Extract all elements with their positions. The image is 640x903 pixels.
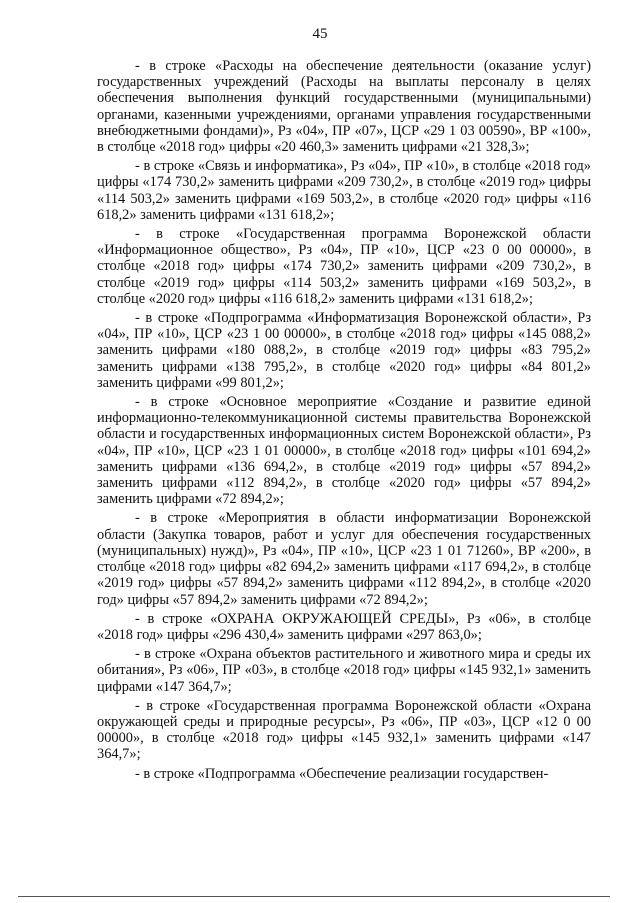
amendment-paragraph: - в строке «Связь и информатика», Рз «04», ПР «10», в столбце «2018 год» цифры «174 730,2» заменить цифрами «209 730,2», в столбце «2019 год» цифры «114 503,2» заменить цифрами «169 503,2», в столбце «2020 год» цифры «116 618,2» заменить цифрами «131 618,2»; bbox=[97, 158, 591, 223]
amendment-paragraph: - в строке «Подпрограмма «Обеспечение реализации государствен- bbox=[135, 765, 549, 782]
page-bottom-rule bbox=[18, 896, 610, 897]
amendment-paragraph: - в строке «Государственная программа Воронежской области «Охрана окружающей среды и природные ресурсы», Рз «06», ПР «03», ЦСР «12 0 00 00000», в столбце «2018 год» цифры «145 932,1» заменить цифрами «147 364,7»; bbox=[97, 697, 591, 763]
amendment-paragraph: - в строке «Подпрограмма «Информатизация Воронежской области», Рз «04», ПР «10», ЦСР «23 1 00 00000», в столбце «2018 год» цифры «145 088,2» заменить цифрами «180 088,2», в столбце «2019 год» цифры «83 795,2» заменить цифрами «138 795,2», в столбце «2020 год» цифры «84 801,2» заменить цифрами «99 801,2»; bbox=[97, 310, 591, 391]
amendment-paragraph: - в строке «Расходы на обеспечение деятельности (оказание услуг) государственных учреждений (Расходы на выплаты персоналу в целях обеспечения выполнения функций государственными (муниципальными) органами, казенными учреждениями, органами управления государственными внебюджетными фондами)», Рз «04», ПР «07», ЦСР «29 1 03 00590», ВР «100», в столбце «2018 год» цифры «20 460,3» заменить цифрами «21 328,3»; bbox=[97, 58, 591, 156]
amendment-paragraph: - в строке «Государственная программа Воронежской области «Информационное общество», Рз «04», ПР «10», ЦСР «23 0 00 00000», в столбце «2018 год» цифры «174 730,2» заменить цифрами «209 730,2», в столбце «2019 год» цифры «114 503,2» заменить цифрами «169 503,2», в столбце «2020 год» цифры «116 618,2» заменить цифрами «131 618,2»; bbox=[97, 226, 591, 307]
document-body bbox=[97, 58, 591, 785]
amendment-paragraph: - в строке «ОХРАНА ОКРУЖАЮЩЕЙ СРЕДЫ», Рз «06», в столбце «2018 год» цифры «296 430,4» заменить цифрами «297 863,0»; bbox=[97, 610, 591, 643]
amendment-paragraph: - в строке «Охрана объектов растительного и животного мира и среды их обитания», Рз «06», ПР «03», в столбце «2018 год» цифры «145 932,1» заменить цифрами «147 364,7»; bbox=[97, 646, 591, 695]
amendment-paragraph: - в строке «Основное мероприятие «Создание и развитие единой информационно-телекоммуникационной системы правительства Воронежской области и государственных информационных систем Воронежской области», Рз «04», ПР «10», ЦСР «23 1 01 00000», в столбце «2018 год» цифры «101 694,2» заменить цифрами «136 694,2», в столбце «2019 год» цифры «57 894,2» заменить цифрами «112 894,2», в столбце «2020 год» цифры «57 894,2» заменить цифрами «72 894,2»; bbox=[97, 394, 591, 508]
page-number: 45 bbox=[312, 26, 328, 42]
amendment-paragraph: - в строке «Мероприятия в области информатизации Воронежской области (Закупка товаров, работ и услуг для обеспечения государственных (муниципальных) нужд)», Рз «04», ПР «10», ЦСР «23 1 01 71260», ВР «200», в столбце «2018 год» цифры «82 694,2» заменить цифрами «117 694,2», в столбце «2019 год» цифры «57 894,2» заменить цифрами «112 894,2», в столбце «2020 год» цифры «57 894,2» заменить цифрами «72 894,2»; bbox=[97, 510, 591, 608]
